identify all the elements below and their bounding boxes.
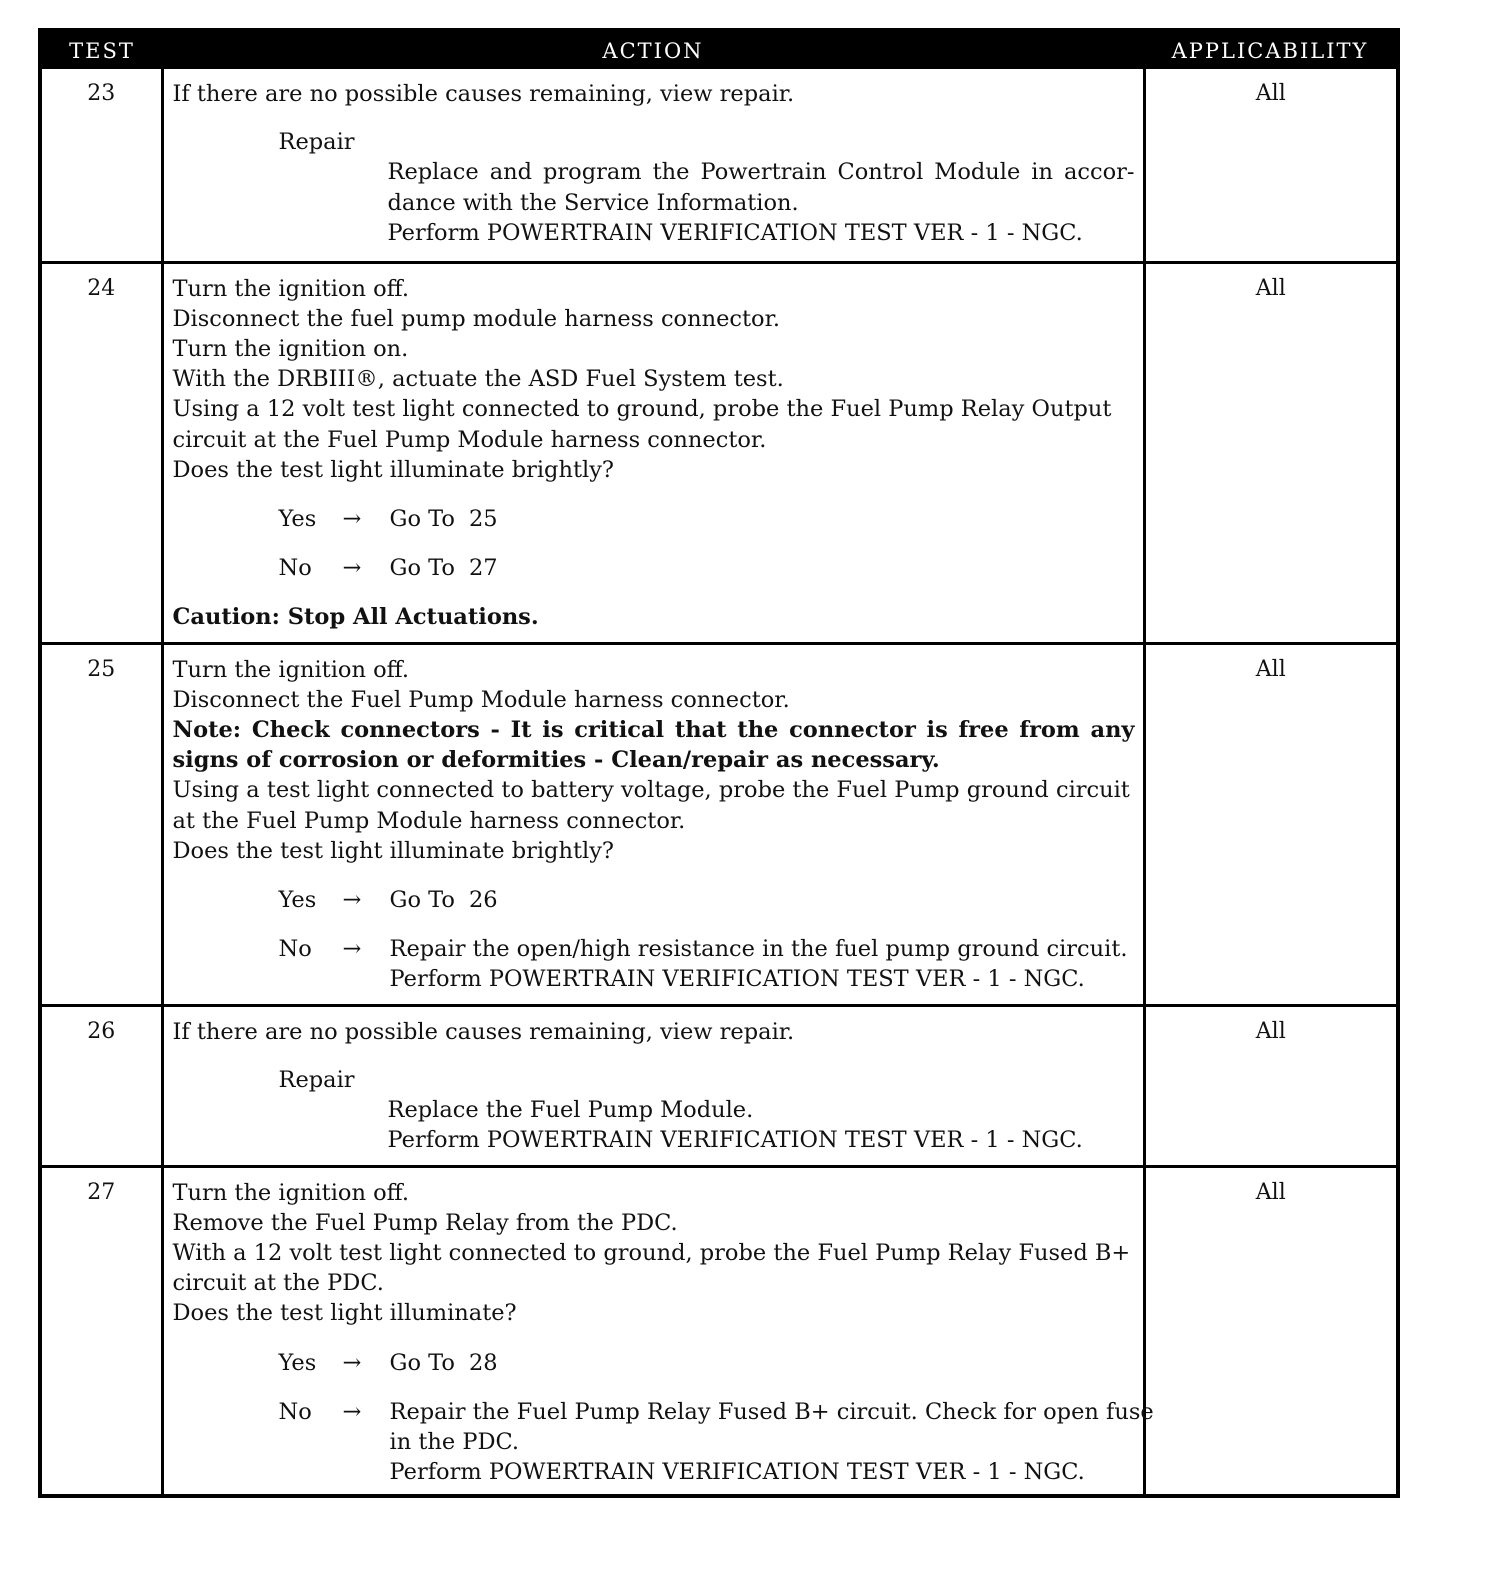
test-number: 25: [42, 643, 162, 1005]
goto-text: [390, 553, 498, 583]
header-test: TEST: [42, 32, 162, 69]
no-line: Repair the Fuel Pump Relay Fused B+ circuit. Check for open fuse: [389, 1398, 1154, 1425]
repair-line: Perform POWERTRAIN VERIFICATION TEST VER - 1 - NGC.: [387, 1127, 1083, 1154]
arrow-right-icon: →: [342, 886, 362, 913]
action-line: circuit at the PDC.: [172, 1270, 384, 1297]
test-row-23: [42, 69, 1396, 262]
header-applicability: APPLICABILITY: [1144, 32, 1396, 69]
yes-branch: [173, 885, 1135, 915]
goto-text: [390, 1348, 498, 1378]
test-row-24: [42, 262, 1396, 643]
repair-label: Repair: [278, 1066, 355, 1093]
caution-text: Caution: Stop All Actuations.: [172, 604, 539, 631]
note-line: Note: Check connectors - It is critical that the connector is free from any: [172, 716, 1135, 743]
arrow-right-icon: →: [342, 1398, 362, 1425]
repair-line: Perform POWERTRAIN VERIFICATION TEST VER - 1 - NGC.: [387, 219, 1083, 246]
yes-label: Yes: [278, 505, 317, 532]
arrow-right-icon: →: [342, 555, 362, 582]
action-line: Disconnect the fuel pump module harness connector.: [172, 305, 781, 332]
goto-label: Go To: [389, 505, 455, 532]
no-branch: [173, 934, 1135, 994]
no-label: No: [278, 1398, 312, 1425]
header-action: ACTION: [162, 32, 1144, 69]
note-line: signs of corrosion or deformities - Clean/repair as necessary.: [172, 747, 940, 774]
test-number: 27: [42, 1166, 162, 1495]
repair-line: Replace the Fuel Pump Module.: [387, 1096, 754, 1123]
goto-label: Go To: [389, 1349, 455, 1376]
applicability: All: [1144, 1166, 1396, 1495]
action-line: Using a test light connected to battery voltage, probe the Fuel Pump ground circuit: [172, 777, 1130, 804]
no-branch: [173, 553, 1135, 583]
no-description: [390, 934, 1135, 994]
action-line: If there are no possible causes remaining, view repair.: [172, 1018, 795, 1045]
action-line: Turn the ignition off.: [172, 656, 409, 683]
goto-label: Go To: [389, 555, 455, 582]
applicability: All: [1144, 69, 1396, 262]
test-number: 23: [42, 69, 162, 262]
repair-line: Replace and program the Powertrain Control Module in accor-: [387, 159, 1135, 186]
no-line: Perform POWERTRAIN VERIFICATION TEST VER - 1 - NGC.: [389, 966, 1085, 993]
goto-target: 25: [468, 505, 498, 532]
action-cell: [162, 262, 1144, 643]
action-line: If there are no possible causes remaining, view repair.: [172, 81, 795, 107]
yes-label: Yes: [278, 886, 317, 913]
goto-text: [390, 885, 498, 915]
action-cell: [162, 69, 1144, 262]
test-row-26: [42, 1005, 1396, 1166]
goto-text: [390, 504, 498, 534]
goto-target: 27: [468, 555, 498, 582]
no-line: in the PDC.: [389, 1428, 520, 1455]
arrow-right-icon: →: [342, 505, 362, 532]
action-cell: [162, 1005, 1144, 1166]
goto-target: 26: [468, 886, 498, 913]
applicability: All: [1144, 643, 1396, 1005]
action-line: With a 12 volt test light connected to ground, probe the Fuel Pump Relay Fused B+: [172, 1239, 1131, 1266]
repair-label: Repair: [278, 129, 355, 156]
action-line: circuit at the Fuel Pump Module harness connector.: [172, 426, 767, 453]
action-line: Does the test light illuminate brightly?: [172, 837, 614, 864]
no-line: Repair the open/high resistance in the fuel pump ground circuit.: [389, 936, 1128, 963]
header-row: [42, 32, 1396, 69]
repair-text: [173, 1095, 1135, 1155]
test-number: 24: [42, 262, 162, 643]
test-table: [42, 32, 1396, 1495]
no-branch: [173, 1397, 1154, 1488]
action-line: Turn the ignition on.: [172, 335, 409, 362]
applicability: All: [1144, 1005, 1396, 1166]
action-cell: [162, 643, 1144, 1005]
action-line: Turn the ignition off.: [172, 275, 409, 302]
repair-line: dance with the Service Information.: [387, 189, 799, 216]
no-line: Perform POWERTRAIN VERIFICATION TEST VER - 1 - NGC.: [389, 1459, 1085, 1486]
repair-text: [173, 157, 1135, 248]
action-line: Remove the Fuel Pump Relay from the PDC.: [172, 1209, 678, 1236]
diagnostic-test-table: [38, 28, 1400, 1498]
no-description: [390, 1397, 1154, 1488]
no-label: No: [278, 555, 312, 582]
action-line: Turn the ignition off.: [172, 1179, 409, 1206]
test-row-27: [42, 1166, 1396, 1495]
arrow-right-icon: →: [342, 936, 362, 963]
action-line: Using a 12 volt test light connected to ground, probe the Fuel Pump Relay Output: [172, 396, 1112, 423]
action-line: Disconnect the Fuel Pump Module harness connector.: [172, 686, 790, 713]
test-number: 26: [42, 1005, 162, 1166]
action-line: Does the test light illuminate?: [172, 1300, 517, 1327]
action-line: at the Fuel Pump Module harness connector.: [172, 807, 686, 834]
goto-label: Go To: [389, 886, 455, 913]
test-row-25: [42, 643, 1396, 1005]
action-line: Does the test light illuminate brightly?: [172, 456, 614, 483]
yes-label: Yes: [278, 1349, 317, 1376]
goto-target: 28: [468, 1349, 498, 1376]
applicability: All: [1144, 262, 1396, 643]
no-label: No: [278, 936, 312, 963]
yes-branch: [173, 1348, 1135, 1378]
action-line: With the DRBIII®, actuate the ASD Fuel System test.: [172, 366, 784, 393]
arrow-right-icon: →: [342, 1349, 362, 1376]
yes-branch: [173, 504, 1135, 534]
action-cell: [162, 1166, 1154, 1495]
